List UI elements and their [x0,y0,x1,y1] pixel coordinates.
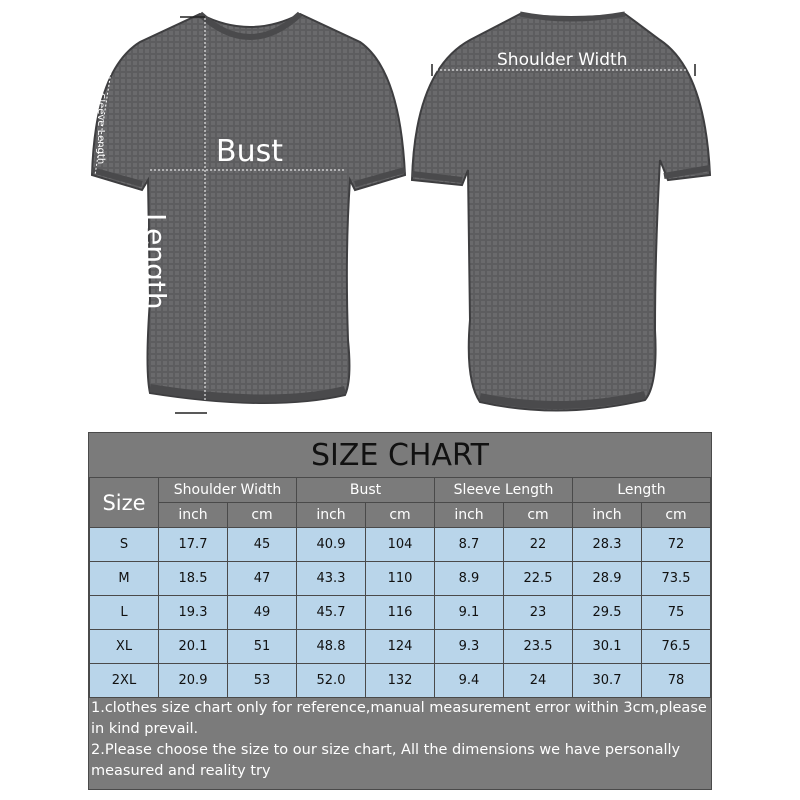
table-cell: 28.9 [573,562,642,596]
note-1: 1.clothes size chart only for reference,manual measurement error within 3cm,please in kind prevail. [91,700,707,737]
table-cell: 124 [366,630,435,664]
table-cell: 45.7 [297,596,366,630]
table-cell: 19.3 [159,596,228,630]
table-cell: 20.9 [159,664,228,698]
table-cell: 8.9 [435,562,504,596]
table-cell: 30.1 [573,630,642,664]
table-cell: 9.4 [435,664,504,698]
table-cell: 28.3 [573,528,642,562]
table-cell: 72 [642,528,711,562]
size-cell: XL [90,630,159,664]
table-cell: 104 [366,528,435,562]
table-cell: 17.7 [159,528,228,562]
table-row [90,596,711,630]
table-cell: 132 [366,664,435,698]
table-cell: 45 [228,528,297,562]
table-cell: 18.5 [159,562,228,596]
size-chart-notes [91,698,707,782]
group-header-sleeve-length: Sleeve Length [435,478,573,503]
table-cell: 48.8 [297,630,366,664]
table-cell: 30.7 [573,664,642,698]
table-cell: 23.5 [504,630,573,664]
size-chart [88,432,712,790]
size-chart-title: SIZE CHART [311,438,489,473]
table-cell: 43.3 [297,562,366,596]
table-row [90,630,711,664]
table-cell: 9.3 [435,630,504,664]
size-cell: L [90,596,159,630]
table-cell: 73.5 [642,562,711,596]
unit-header: inch [159,503,228,528]
group-header-shoulder-width: Shoulder Width [159,478,297,503]
group-header-bust: Bust [297,478,435,503]
sleeve-length-label: Sleeve Length [95,93,106,165]
back-tshirt [412,14,710,411]
table-row [90,664,711,698]
table-cell: 29.5 [573,596,642,630]
table-cell: 51 [228,630,297,664]
length-label: Length [139,213,172,310]
table-cell: 24 [504,664,573,698]
table-cell: 78 [642,664,711,698]
size-cell: S [90,528,159,562]
table-cell: 20.1 [159,630,228,664]
table-cell: 47 [228,562,297,596]
unit-header: cm [366,503,435,528]
table-cell: 22.5 [504,562,573,596]
shoulder-width-label: Shoulder Width [497,50,628,70]
note-2: 2.Please choose the size to our size chart, All the dimensions we have personally measured and reality try [91,742,681,779]
group-header-length: Length [573,478,711,503]
table-cell: 76.5 [642,630,711,664]
unit-header: cm [504,503,573,528]
table-cell: 116 [366,596,435,630]
size-cell: M [90,562,159,596]
unit-header: cm [642,503,711,528]
unit-header: inch [297,503,366,528]
table-cell: 49 [228,596,297,630]
size-cell: 2XL [90,664,159,698]
unit-header: inch [435,503,504,528]
table-cell: 22 [504,528,573,562]
table-cell: 8.7 [435,528,504,562]
table-cell: 53 [228,664,297,698]
table-cell: 23 [504,596,573,630]
table-cell: 40.9 [297,528,366,562]
table-cell: 75 [642,596,711,630]
unit-header: cm [228,503,297,528]
unit-header: inch [573,503,642,528]
table-row [90,528,711,562]
table-cell: 110 [366,562,435,596]
table-cell: 52.0 [297,664,366,698]
table-cell: 9.1 [435,596,504,630]
bust-label: Bust [216,134,283,169]
size-table [89,477,711,698]
table-row [90,562,711,596]
size-column-header: Size [90,478,159,528]
